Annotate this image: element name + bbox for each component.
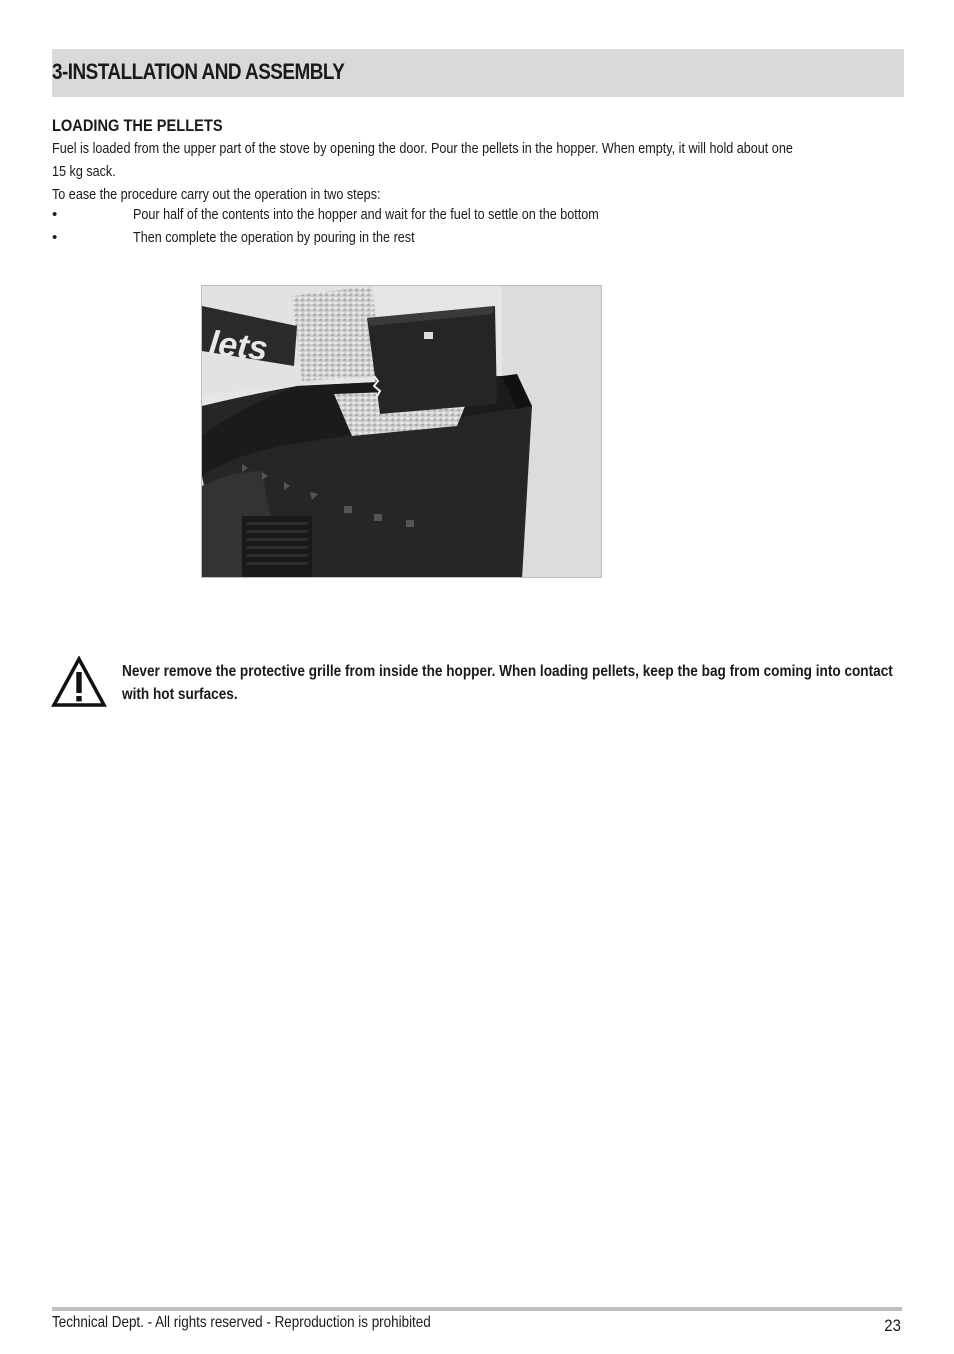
section-title: 3-INSTALLATION AND ASSEMBLY — [52, 59, 345, 84]
bullet-text-1: Pour half of the contents into the hopper and wait for the fuel to settle on the bottom — [133, 206, 599, 223]
footer-copyright: Technical Dept. - All rights reserved - Reproduction is prohibited — [52, 1314, 431, 1331]
bullet-marker-1: • — [52, 206, 58, 223]
warning-text: Never remove the protective grille from inside the hopper. When loading pellets, keep the bag from coming into contact with hot surfaces. — [122, 663, 893, 703]
bullet-marker-2: • — [52, 229, 58, 246]
footer-divider — [52, 1307, 902, 1311]
bullet-text-2: Then complete the operation by pouring in the rest — [133, 229, 415, 246]
bag-label: lets — [207, 324, 270, 369]
section-header-bar — [52, 49, 904, 97]
paragraph-line-2: 15 kg sack. — [52, 163, 116, 180]
paragraph-line-3: To ease the procedure carry out the operation in two steps: — [52, 186, 381, 203]
warning-triangle-icon — [51, 656, 107, 708]
stove-loading-photo — [201, 285, 602, 578]
paragraph-line-1: Fuel is loaded from the upper part of the stove by opening the door. Pour the pellets in the hopper. When empty, it will hold about one — [52, 140, 793, 157]
subsection-heading: LOADING THE PELLETS — [52, 116, 223, 135]
page-number: 23 — [884, 1316, 901, 1335]
